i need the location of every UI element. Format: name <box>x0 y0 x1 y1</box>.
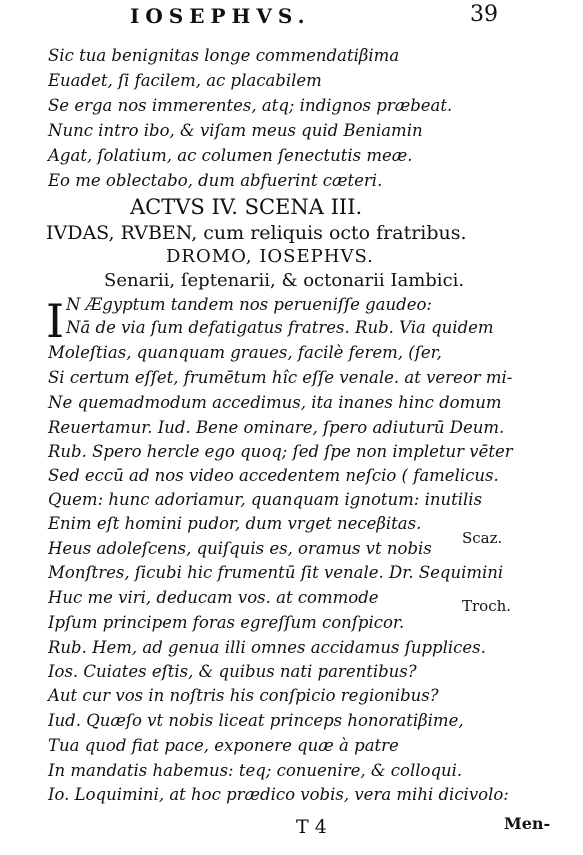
verse-line: Eo me oblectabo, dum abfuerint cæteri. <box>48 171 383 190</box>
meter-line: Senarii, ſeptenarii, & octonarii Iambici. <box>104 270 465 291</box>
drop-cap: I <box>46 294 65 348</box>
margin-note-scazon: Scaz. <box>462 529 503 547</box>
running-title: IOSEPHVS. <box>130 4 311 28</box>
verse-line: Ios. Cuiates eſtis, & quibus nati parentibus? <box>48 662 417 681</box>
verse-line: Ipſum principem foras egreſſum conſpicor. <box>48 613 405 632</box>
verse-line: Monſtres, ſicubi hic frumentū ſit venale. Dr. Sequimini <box>48 563 504 582</box>
verse-line: Nunc intro ibo, & viſam meus quid Beniamin <box>48 121 423 140</box>
verse-line: Sic tua benignitas longe commendatiβima <box>48 46 400 65</box>
cast-line-2: DROMO, IOSEPHVS. <box>166 246 374 267</box>
verse-line: Io. Loquimini, at hoc prædico vobis, vera mihi dicivolo: <box>48 785 509 804</box>
signature-mark: T 4 <box>296 816 327 838</box>
verse-line: Heus adoleſcens, quiſquis es, oramus vt nobis <box>48 539 432 558</box>
catchword: Men- <box>504 814 551 833</box>
verse-line: Ne quemadmodum accedimus, ita inanes hinc domum <box>48 393 502 412</box>
cast-line-1: IVDAS, RVBEN, cum reliquis octo fratribus. <box>46 222 467 244</box>
verse-line: Moleſtias, quanquam graues, facilè ferem, (ſer, <box>48 343 442 362</box>
verse-line: Enim eſt homini pudor, dum vrget neceβitas. <box>48 514 422 533</box>
verse-line: Iud. Quæſo vt nobis liceat princeps honoratiβime, <box>48 711 464 730</box>
verse-line: Tua quod fiat pace, exponere quæ à patre <box>48 736 399 755</box>
page-number: 39 <box>470 2 498 27</box>
verse-line: Rub. Spero hercle ego quoq; ſed ſpe non impletur vēter <box>48 442 513 461</box>
verse-line: Euadet, ſi facilem, ac placabilem <box>48 71 322 90</box>
act-heading: ACTVS IV. SCENA III. <box>130 195 363 219</box>
verse-line: N Ægyptum tandem nos perueniſſe gaudeo: <box>66 295 432 314</box>
verse-line: Reuertamur. Iud. Bene ominare, ſpero adiuturū Deum. <box>48 418 505 437</box>
margin-note-trochaic: Troch. <box>462 597 512 615</box>
verse-line: Nā de via ſum defatigatus fratres. Rub. Via quidem <box>66 318 494 337</box>
verse-line: Sed eccū ad nos video accedentem neſcio ( famelicus. <box>48 466 499 485</box>
verse-line: Si certum eſſet, frumētum hîc eſſe venale. at vereor mi- <box>48 368 513 387</box>
verse-line: Se erga nos immerentes, atq; indignos præbeat. <box>48 96 453 115</box>
verse-line: Aut cur vos in noſtris his conſpicio regionibus? <box>48 686 439 705</box>
verse-line: In mandatis habemus: teq; conuenire, & colloqui. <box>48 761 463 780</box>
verse-line: Quem: hunc adoriamur, quanquam ignotum: inutilis <box>48 490 483 509</box>
verse-line: Huc me viri, deducam vos. at commode <box>48 588 379 607</box>
verse-line: Rub. Hem, ad genua illi omnes accidamus ſupplices. <box>48 638 486 657</box>
verse-line: Agat, ſolatium, ac columen ſenectutis meæ. <box>48 146 413 165</box>
